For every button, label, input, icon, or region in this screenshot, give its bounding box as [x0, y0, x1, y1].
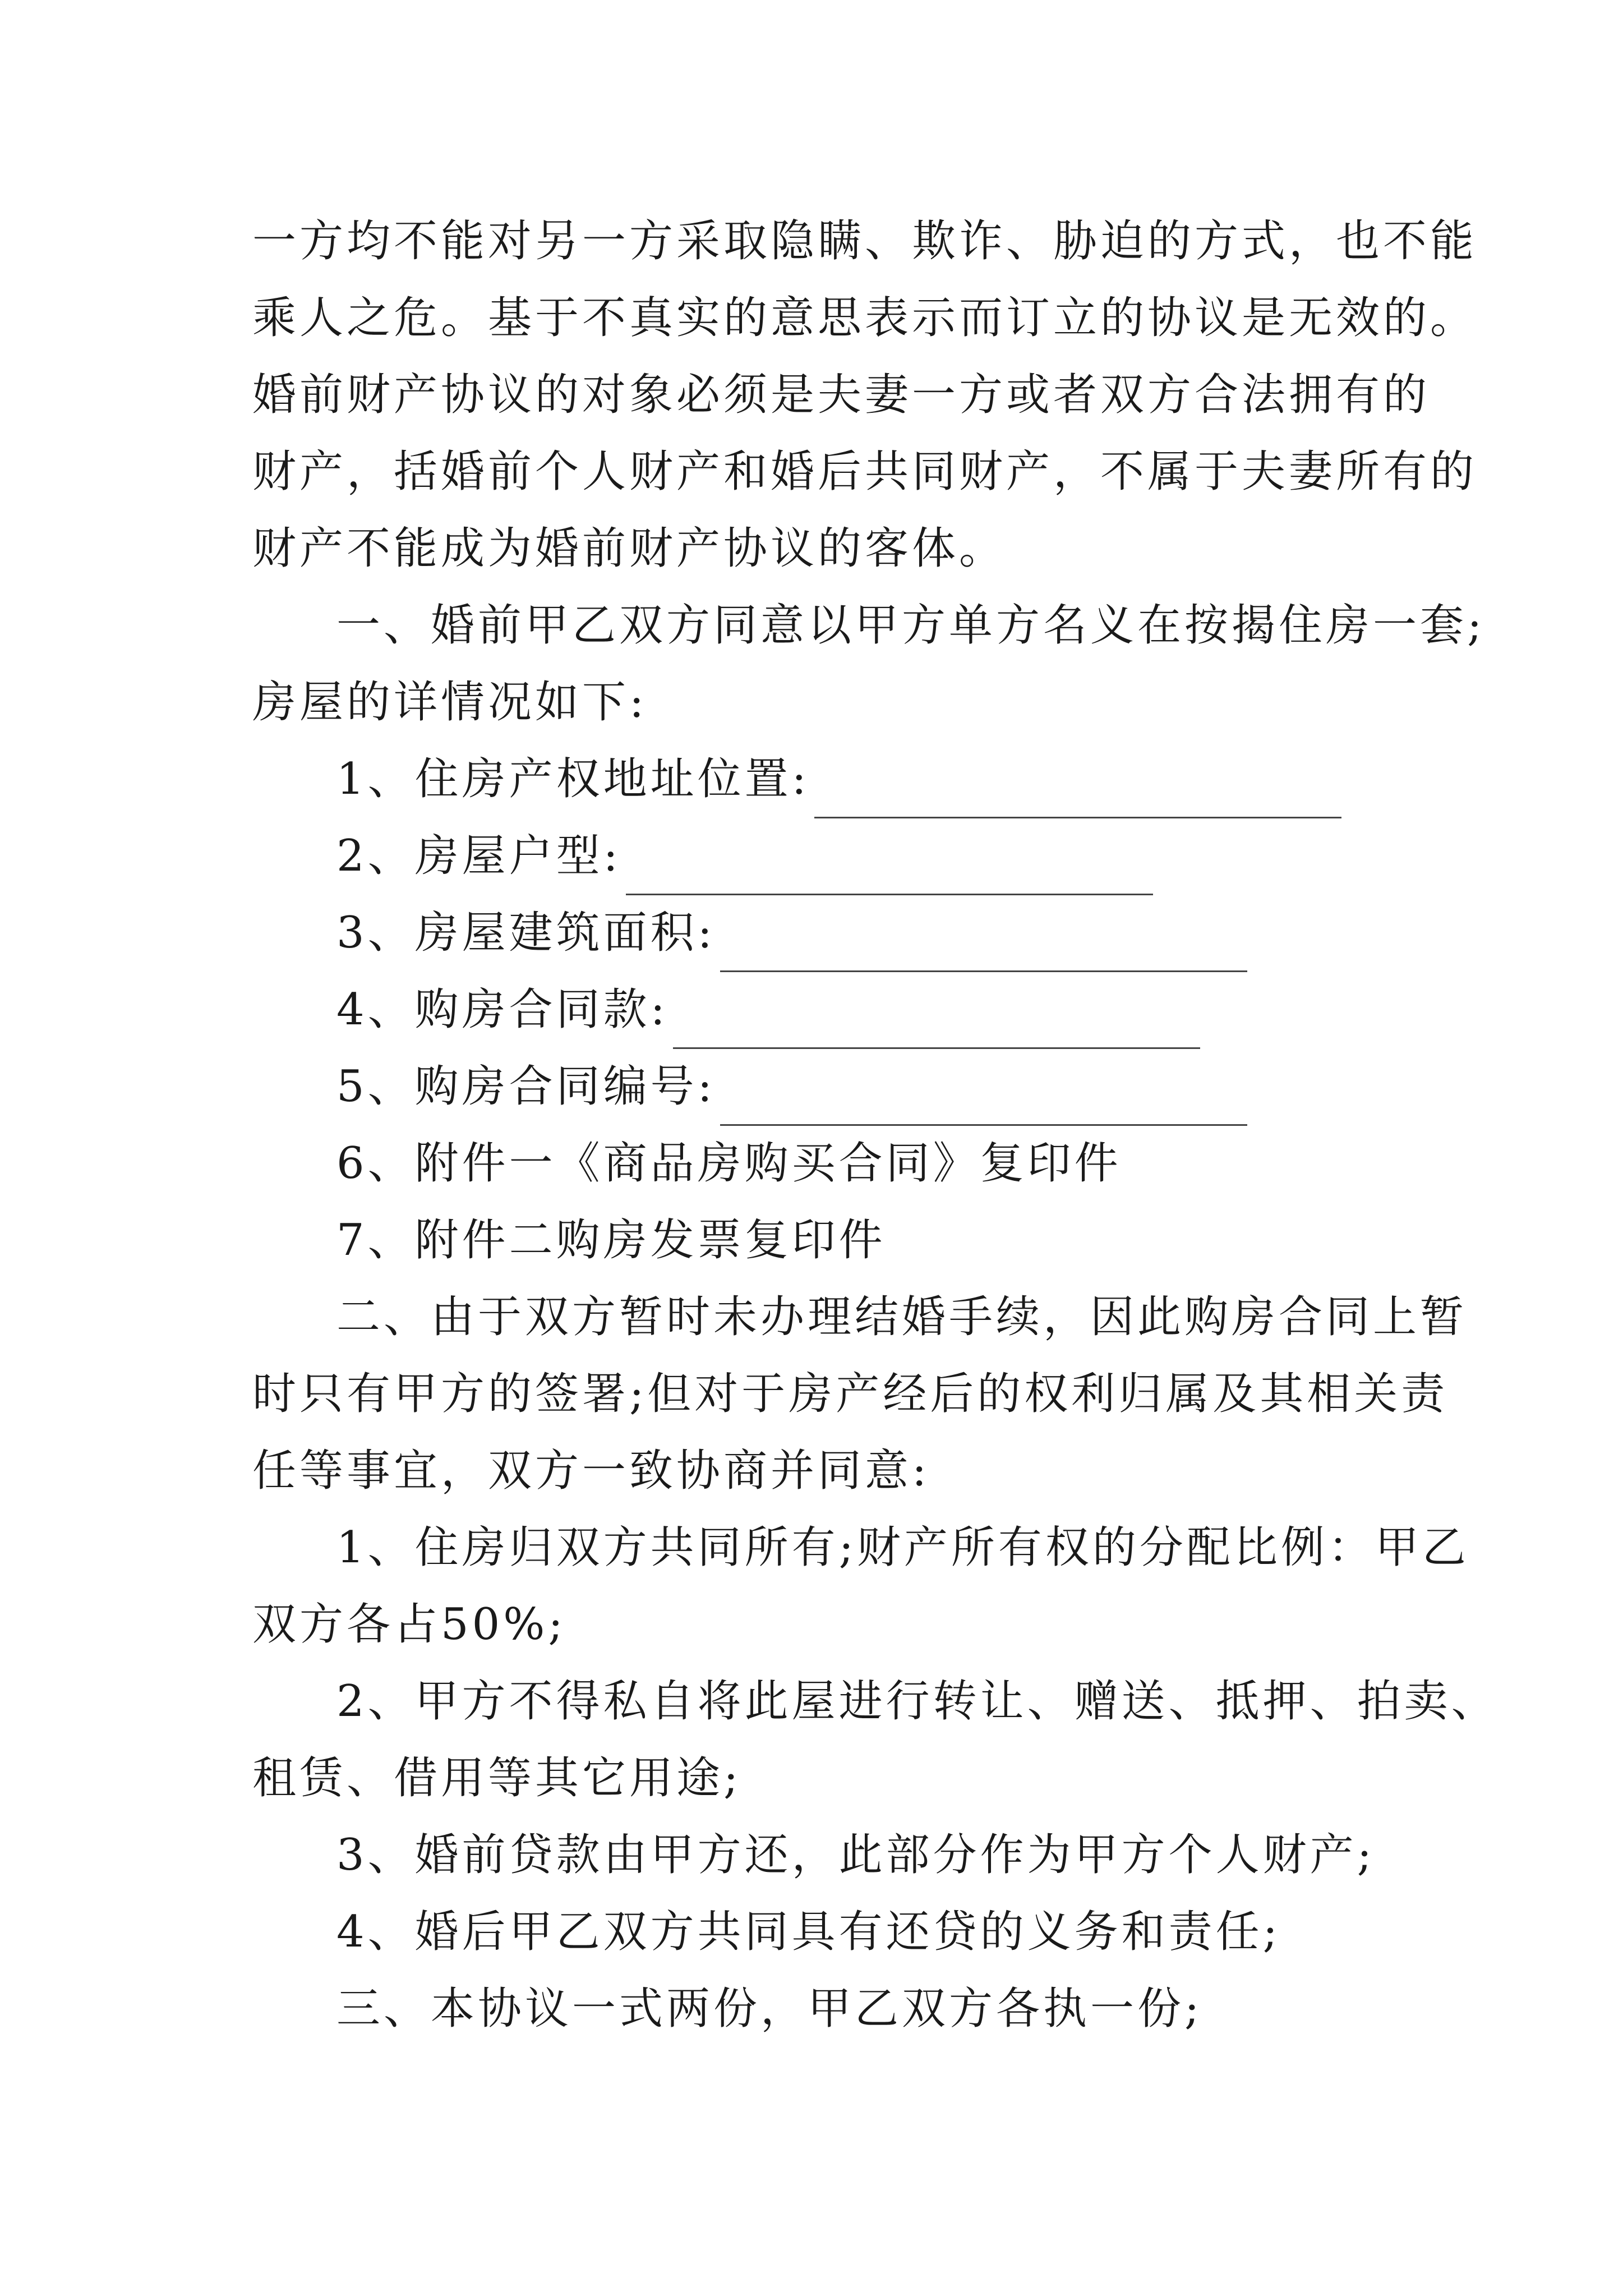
paragraph-line: 财产，括婚前个人财产和婚后共同财产，不属于夫妻所有的 — [252, 447, 1478, 497]
paragraph-line: 任等事宜，双方一致协商并同意: — [252, 1446, 930, 1496]
field-contract-amount-blank — [673, 991, 1200, 1049]
section-2-heading: 二、由于双方暂时未办理结婚手续，因此购房合同上暂 — [336, 1292, 1468, 1342]
attachment-1: 6、附件一《商品房购买合同》复印件 — [336, 1138, 1122, 1189]
section-3-heading: 三、本协议一式两份，甲乙双方各执一份; — [336, 1984, 1203, 2034]
attachment-2: 7、附件二购房发票复印件 — [336, 1215, 886, 1266]
field-area-label: 3、房屋建筑面积: — [336, 908, 716, 958]
field-contract-number — [336, 1047, 1247, 1126]
field-contract-amount — [336, 970, 1200, 1049]
clause-4: 4、婚后甲乙双方共同具有还贷的义务和责任; — [336, 1907, 1281, 1957]
field-layout-label: 2、房屋户型: — [336, 831, 621, 881]
field-contract-number-label: 5、购房合同编号: — [336, 1061, 716, 1112]
paragraph-line: 婚前财产协议的对象必须是夫妻一方或者双方合法拥有的 — [252, 370, 1431, 420]
field-contract-amount-label: 4、购房合同款: — [336, 984, 668, 1035]
paragraph-line: 时只有甲方的签署;但对于房产经后的权利归属及其相关责 — [252, 1369, 1449, 1419]
field-layout — [336, 817, 1153, 895]
clause-3: 3、婚前贷款由甲方还，此部分作为甲方个人财产; — [336, 1830, 1375, 1880]
clause-1: 1、住房归双方共同所有;财产所有权的分配比例：甲乙 — [336, 1522, 1469, 1573]
field-area-blank — [720, 914, 1247, 972]
field-address — [336, 740, 1341, 818]
field-layout-blank — [626, 838, 1153, 895]
field-area — [336, 894, 1247, 972]
paragraph-line: 乘人之危。基于不真实的意思表示而订立的协议是无效的。 — [252, 293, 1478, 343]
field-address-label: 1、住房产权地址位置: — [336, 754, 810, 804]
field-address-blank — [814, 761, 1341, 818]
paragraph-line: 一方均不能对另一方采取隐瞒、欺诈、胁迫的方式，也不能 — [252, 216, 1478, 266]
paragraph-line: 租赁、借用等其它用途; — [252, 1753, 742, 1803]
field-contract-number-blank — [720, 1068, 1247, 1126]
section-1-heading: 一、婚前甲乙双方同意以甲方单方名义在按揭住房一套; — [336, 600, 1486, 651]
paragraph-line: 财产不能成为婚前财产协议的客体。 — [252, 523, 1007, 574]
paragraph-line: 双方各占50%; — [252, 1599, 566, 1650]
clause-2: 2、甲方不得私自将此屋进行转让、赠送、抵押、拍卖、 — [336, 1676, 1498, 1727]
paragraph-line: 房屋的详情况如下: — [252, 677, 648, 728]
